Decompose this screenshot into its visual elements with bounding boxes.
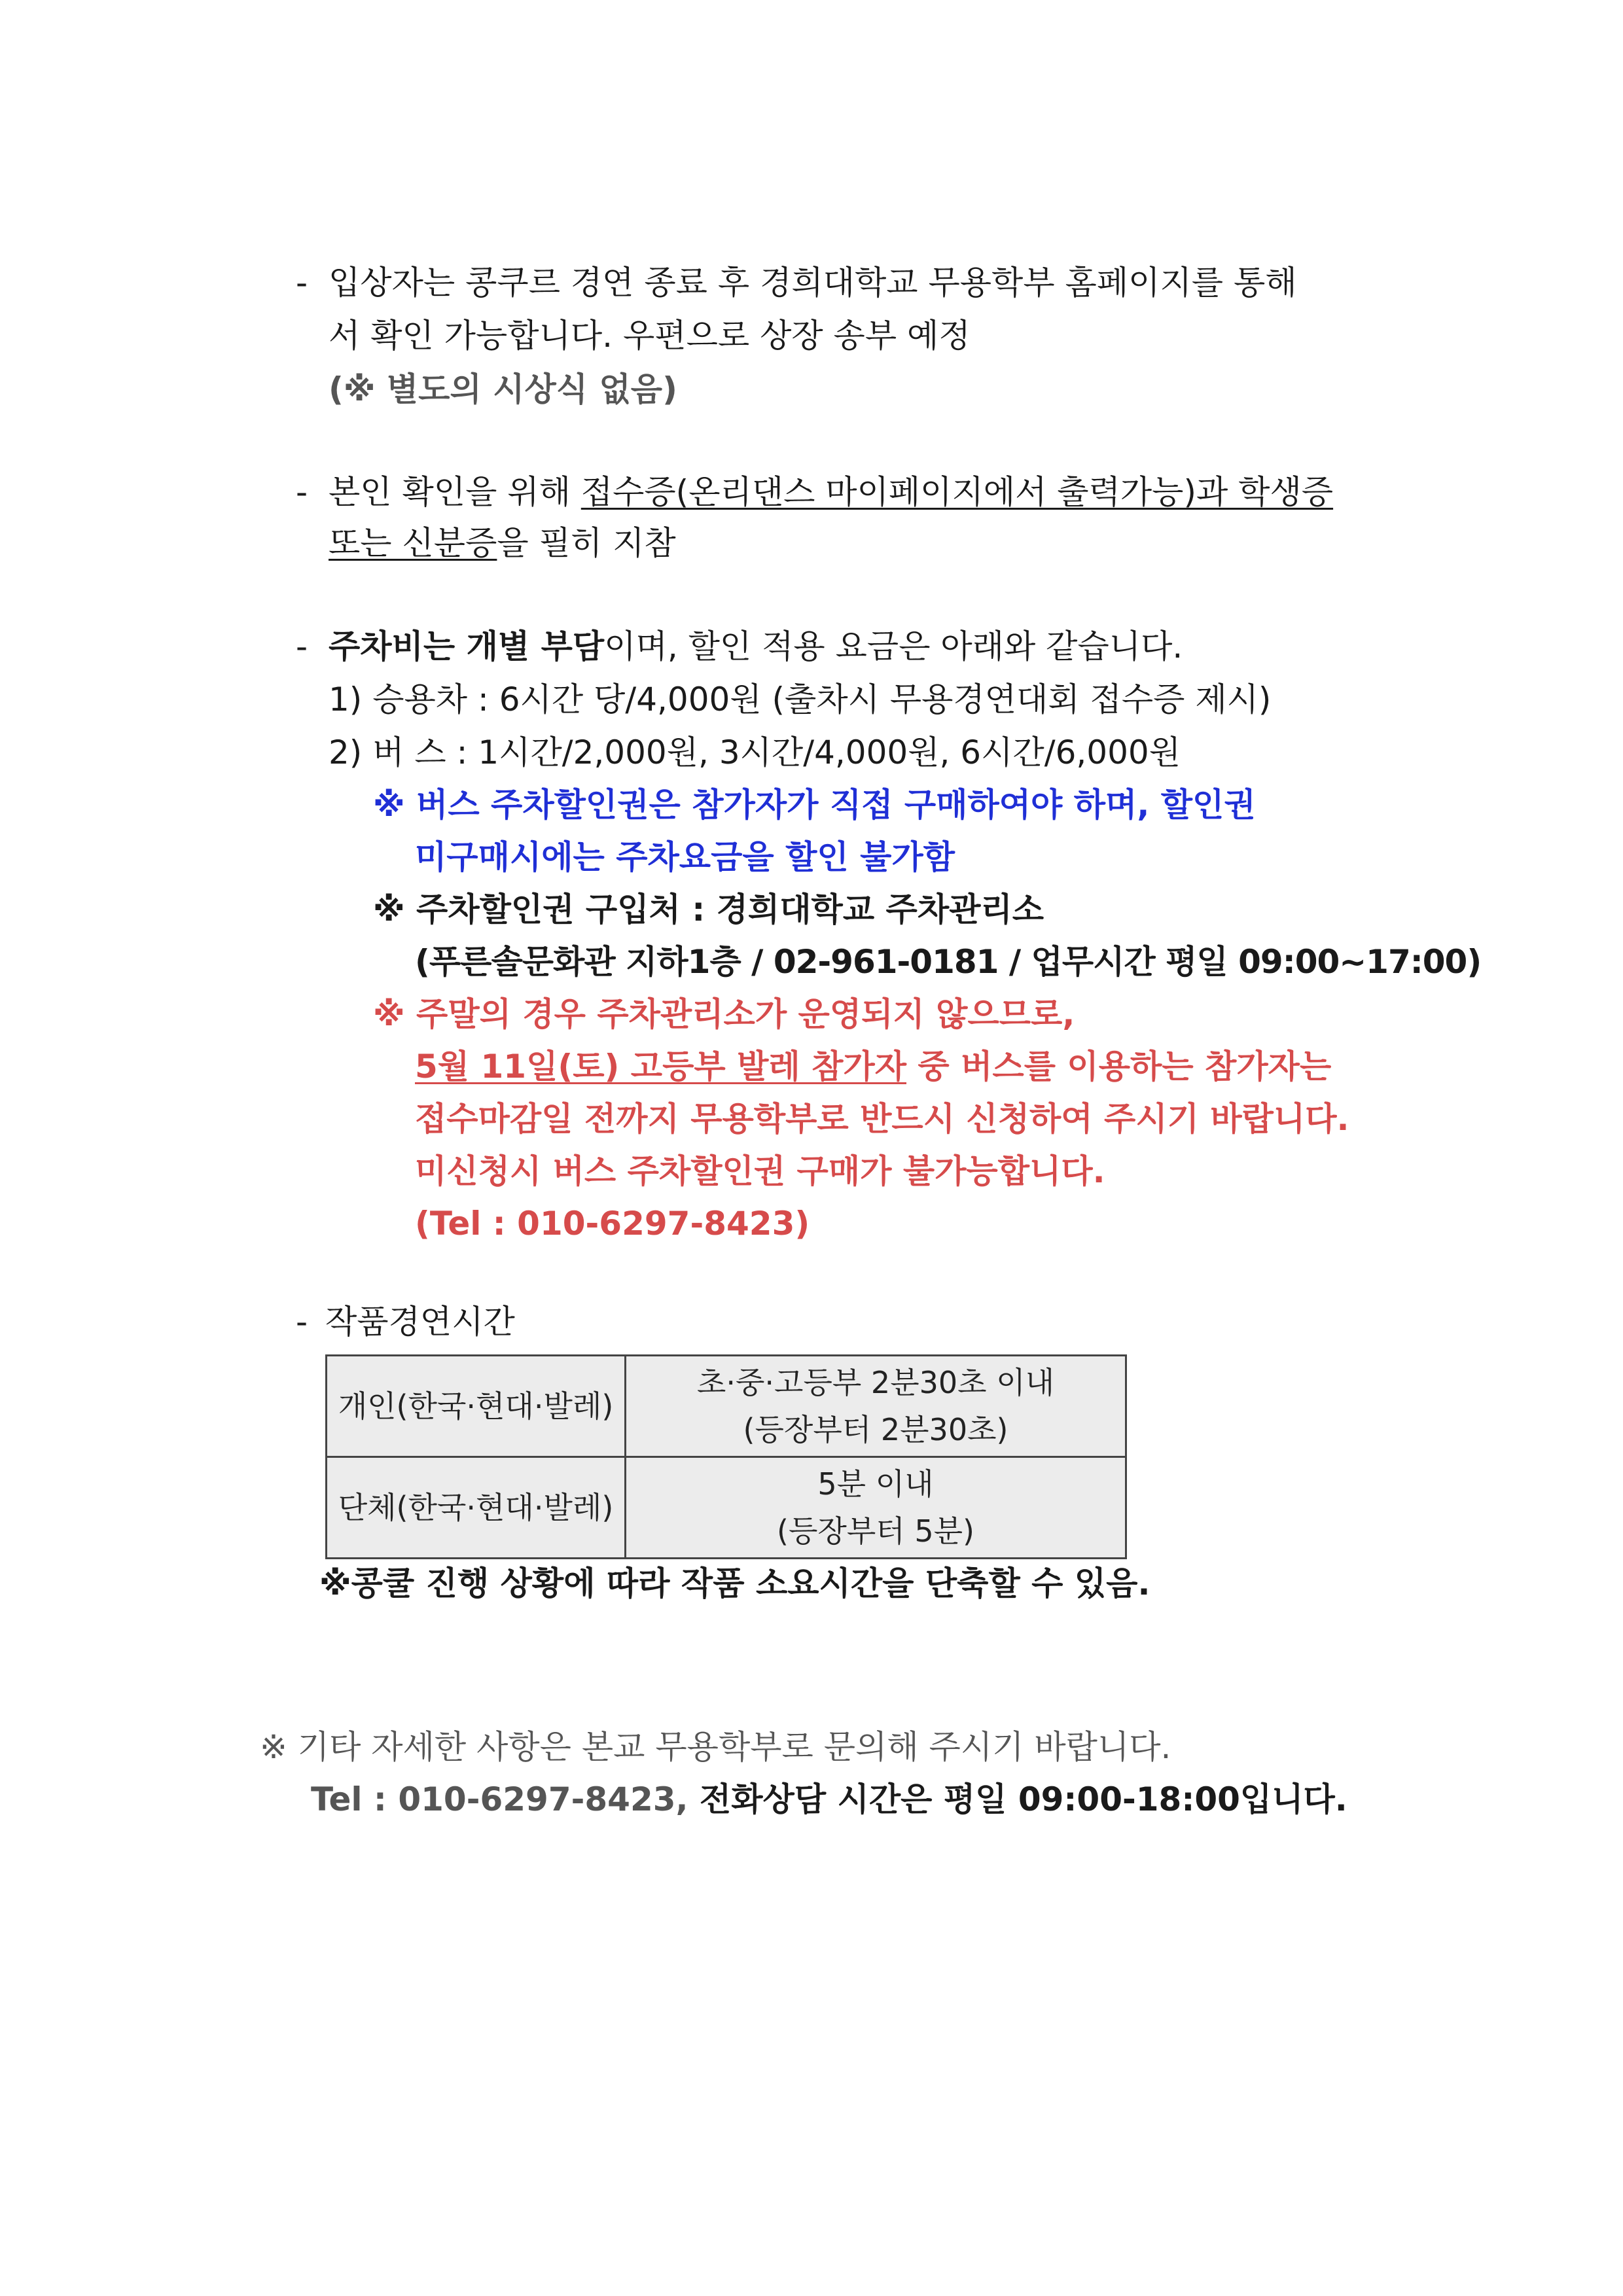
bullet-dash: -: [296, 627, 308, 665]
awards-notice-line2: 서 확인 가능합니다. 우편으로 상장 송부 예정: [329, 317, 971, 355]
footer-contact-line: [311, 1780, 1347, 1819]
parking-fee-heading: [329, 627, 1183, 666]
time-reduction-note: ※콩쿨 진행 상황에 따라 작품 소요시간을 단축할 수 있음.: [319, 1564, 1150, 1602]
weekend-notice-line3: 접수마감일 전까지 무용학부로 반드시 신청하여 주시기 바랍니다.: [415, 1100, 1349, 1138]
duration-line: 5분 이내: [817, 1466, 934, 1502]
duration-line: 초·중·고등부 2분30초 이내: [696, 1365, 1055, 1400]
table-cell-category: 단체(한국·현대·발레): [327, 1457, 626, 1559]
weekend-contact-tel: (Tel : 010-6297-8423): [415, 1205, 810, 1243]
no-ceremony-note: (※ 별도의 시상식 없음): [329, 370, 677, 408]
table-cell-category: 개인(한국·현대·발레): [327, 1356, 626, 1457]
parking-item-bus: 2) 버 스 : 1시간/2,000원, 3시간/4,000원, 6시간/6,000원: [329, 733, 1181, 771]
id-requirement-line2: [329, 523, 676, 563]
footer-tel: Tel : 010-6297-8423,: [311, 1780, 688, 1818]
id-requirement-prefix: 본인 확인을 위해: [329, 473, 581, 511]
bullet-dash: -: [296, 264, 308, 302]
footer-inquiry-note: ※ 기타 자세한 사항은 본교 무용학부로 문의해 주시기 바랍니다.: [260, 1728, 1171, 1766]
weekend-notice-line2: [415, 1047, 1331, 1086]
performance-time-title: 작품경연시간: [325, 1303, 515, 1341]
weekend-notice-line4: 미신청시 버스 주차할인권 구매가 불가능합니다.: [415, 1152, 1105, 1190]
footer-hours: 전화상담 시간은 평일 09:00-18:00입니다.: [688, 1780, 1347, 1818]
id-requirement-suffix: 을 필히 지참: [497, 524, 676, 562]
parking-fee-bold: 주차비는 개별 부담: [329, 627, 605, 665]
weekend-notice-line2-rest: 중 버스를 이용하는 참가자는: [906, 1048, 1332, 1086]
bullet-dash: -: [296, 1303, 308, 1341]
awards-notice-line1: [329, 263, 1379, 302]
bullet-dash: -: [296, 473, 308, 511]
bus-discount-note-line2: 미구매시에는 주차요금을 할인 불가함: [415, 838, 955, 876]
duration-subline: (등장부터 2분30초): [743, 1412, 1008, 1447]
table-cell-duration: [626, 1457, 1126, 1559]
discount-purchase-place: ※ 주차할인권 구입처 : 경희대학교 주차관리소: [373, 891, 1044, 928]
awards-notice-text1: 입상자는 콩쿠르 경연 종료 후 경희대학교 무용학부 홈페이지를 통해: [329, 264, 1297, 302]
parking-office-details: (푸른솔문화관 지하1층 / 02-961-0181 / 업무시간 평일 09:00~17:00): [415, 943, 1482, 981]
or-id-card: 또는 신분증: [329, 524, 497, 562]
parking-fee-rest: 이며, 할인 적용 요금은 아래와 같습니다.: [604, 627, 1183, 665]
table-row: [327, 1457, 1126, 1559]
weekend-notice-line1: ※ 주말의 경우 주차관리소가 운영되지 않으므로,: [373, 995, 1075, 1033]
parking-item-car: 1) 승용차 : 6시간 당/4,000원 (출차시 무용경연대회 접수증 제시): [329, 680, 1272, 718]
receipt-and-student-id: 접수증(온리댄스 마이페이지에서 출력가능)과 학생증: [580, 473, 1334, 511]
bus-discount-note-line1: ※ 버스 주차할인권은 참가자가 직접 구매하여야 하며, 할인권: [373, 786, 1256, 824]
table-row: [327, 1356, 1126, 1457]
duration-subline: (등장부터 5분): [777, 1513, 974, 1549]
performance-time-table: [325, 1354, 1127, 1559]
ballet-high-school-date: 5월 11일(토) 고등부 발레 참가자: [415, 1048, 907, 1086]
table-cell-duration: [626, 1356, 1126, 1457]
id-requirement-line1: [329, 472, 1333, 512]
